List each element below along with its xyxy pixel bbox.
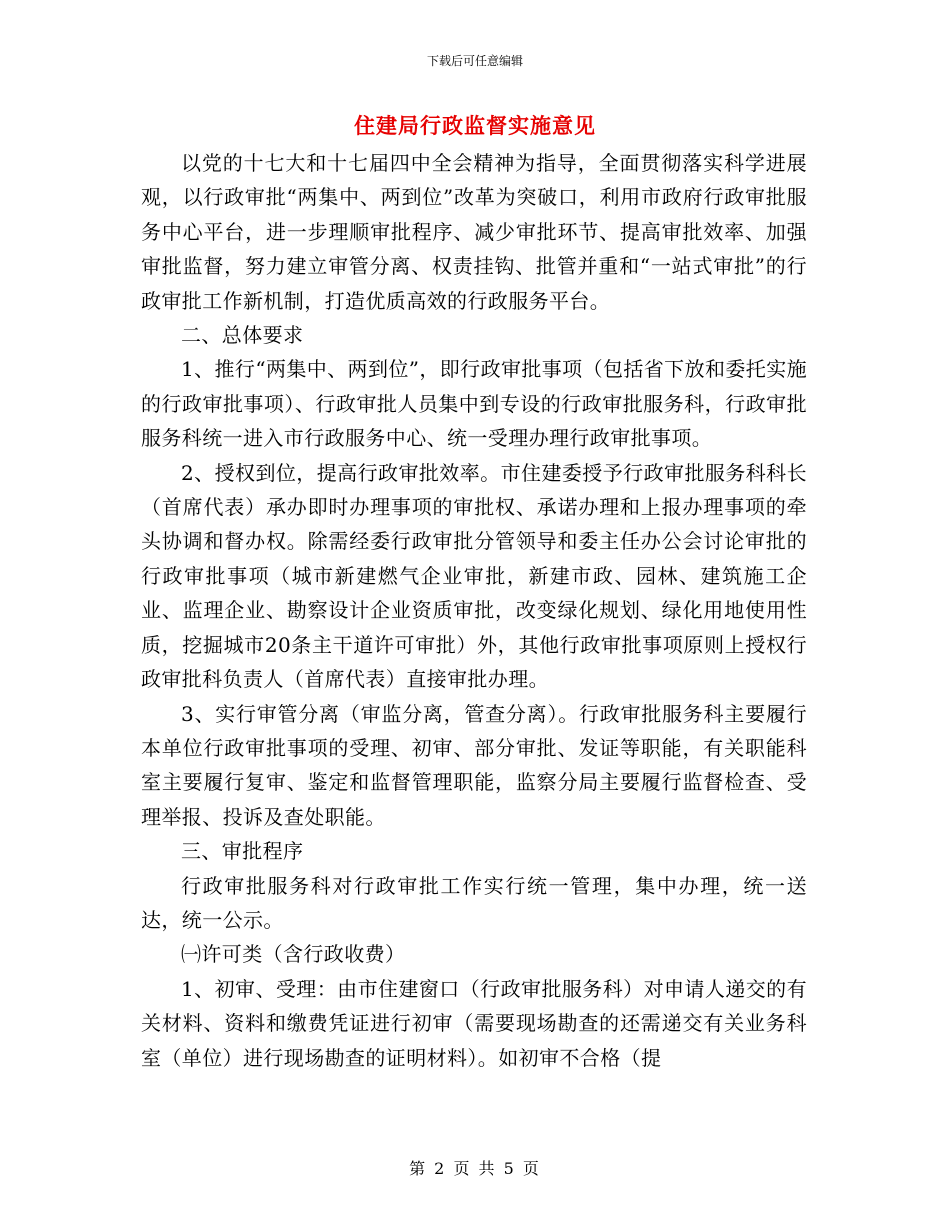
paragraph-procedure-intro: 行政审批服务科对行政审批工作实行统一管理，集中办理，统一送达，统一公示。 — [141, 873, 807, 932]
document-title: 住建局行政监督实施意见 — [354, 113, 596, 138]
page-header: 下载后可任意编辑 — [426, 54, 523, 68]
section-heading-general-requirements: 二、总体要求 — [181, 323, 304, 348]
paragraph-intro: 以党的十七大和十七届四中全会精神为指导，全面贯彻落实科学进展观，以行政审批“两集中、两到位”改革为突破口，利用市政府行政审批服务中心平台，进一步理顺审批程序、减少审批环节、提高审批效率、加强审批监督，努力建立审管分离、权责挂钩、批管并重和“一站式审批”的行政审批工作新机制，打造优质高效的行政服务平台。 — [141, 151, 807, 313]
paragraph-item-1: 1、推行“两集中、两到位”，即行政审批事项（包括省下放和委托实施的行政审批事项）、行政审批人员集中到专设的行政审批服务科，行政审批服务科统一进入市行政服务中心、统一受理办理行政审批事项。 — [141, 357, 807, 451]
paragraph-initial-review: 1、初审、受理：由市住建窗口（行政审批服务科）对申请人递交的有关材料、资料和缴费凭证进行初审（需要现场勘查的还需递交有关业务科室（单位）进行现场勘查的证明材料）。如初审不合格（提 — [141, 976, 807, 1070]
paragraph-item-2: 2、授权到位，提高行政审批效率。市住建委授予行政审批服务科科长（首席代表）承办即时办理事项的审批权、承诺办理和上报办理事项的牵头协调和督办权。除需经委行政审批分管领导和委主任办公会讨论审批的行政审批事项（城市新建燃气企业审批，新建市政、园林、建筑施工企业、监理企业、勘察设计企业资质审批，改变绿化规划、绿化用地使用性质，挖掘城市20条主干道许可审批）外，其他行政审批事项原则上授权行政审批科负责人（首席代表）直接审批办理。 — [141, 460, 807, 692]
subsection-heading-license: ㈠许可类（含行政收费） — [181, 942, 406, 967]
page-footer: 第 2 页 共 5 页 — [409, 1159, 541, 1178]
document-body — [141, 146, 807, 1075]
paragraph-item-3: 3、实行审管分离（审监分离，管查分离）。行政审批服务科主要履行本单位行政审批事项的受理、初审、部分审批、发证等职能，有关职能科室主要履行复审、鉴定和监督管理职能，监察分局主要履行监督检查、受理举报、投诉及查处职能。 — [141, 701, 807, 829]
section-heading-approval-procedure: 三、审批程序 — [181, 839, 304, 864]
